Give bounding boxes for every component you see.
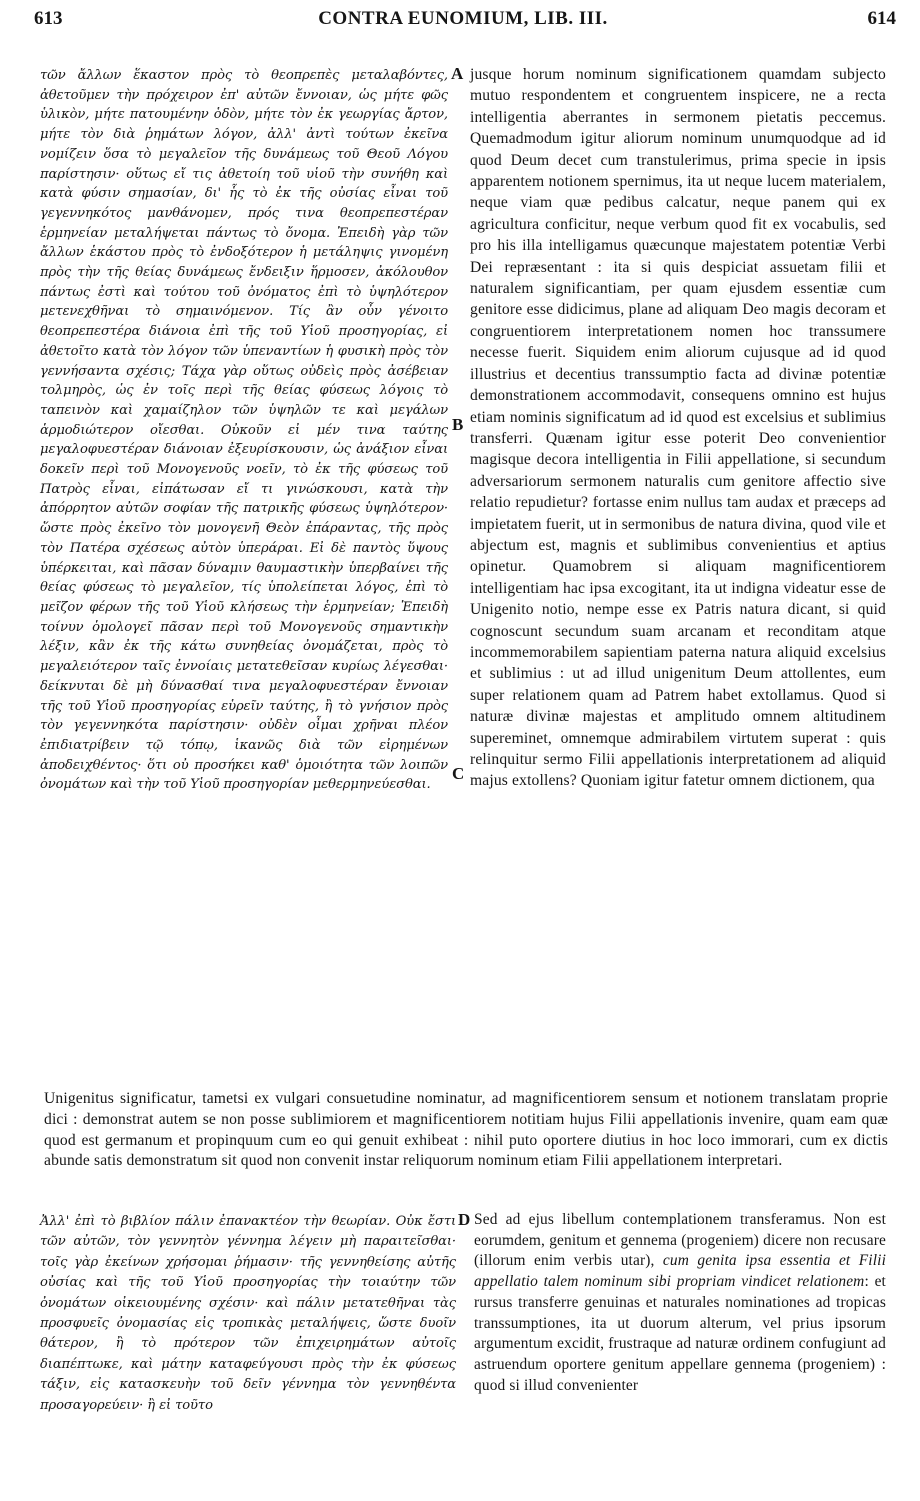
margin-letter-d: D <box>458 1210 471 1229</box>
greek-column-upper: τῶν ἄλλων ἕκαστον πρὸς τὸ θεοπρεπὲς μεταλαβόντες, ἀθετοῦμεν τὴν πρόχειρον ἐπ' αὐτῶν ἔννοιαν, ὡς μήτε φῶς ὑλικὸν, μήτε πατουμένην ὁδὸν, μήτε τὸν ἐκ γεωργίας ἄρτον, μήτε τὸν διὰ ῥημάτων λόγον, ἀλλ' ἀντὶ τούτων ἐκεῖνα νομίζειν ὅσα τὸ μεγαλεῖον τῆς δυνάμεως τοῦ Θεοῦ Λόγου παρίστησιν· οὕτως εἴ τις ἀθετοίη τοῦ υἱοῦ τὴν συνήθη καὶ κατὰ φύσιν σημασίαν, δι' ἧς τὸ ἐκ τῆς οὐσίας εἶναι τοῦ γεγεννηκότος μανθάνομεν, πρός τινα θεοπρεπεστέραν ἑρμηνείαν μεταλήψεται πάντως τὸ ὄνομα. Ἐπειδὴ γὰρ τῶν ἄλλων ἑκάστου πρὸς τὸ ἐνδοξότερον ἡ μετάληψις γινομένη πρὸς τὴν τῆς θείας δυνάμεως ἔνδειξιν ἥρμοσεν, ἀκόλουθον πάντως ἐστὶ καὶ τούτου τοῦ ὀνόματος ἐπὶ τὸ ὑψηλότερον μετενεχθῆναι τὸ σημαινόμενον. Τίς ἂν οὖν γένοιτο θεοπρεπεστέρα διάνοια ἐπὶ τῆς τοῦ Υἱοῦ προσηγορίας, εἰ ἀθετοῖτο κατὰ τὸν λόγον τῶν ὑπεναντίων ἡ φυσικὴ πρὸς τὸν γεννήσαντα σχέσις; Τάχα γὰρ οὕτως οὐδεὶς πρὸς ἀσέβειαν τολμηρὸς, ὡς ἐν τοῖς περὶ τῆς θείας φύσεως λόγοις τὸ ταπεινὸν καὶ χαμαίζηλον τῶν ὑψηλῶν τε καὶ μεγάλων ἁρμοδιώτερον οἴεσθαι. Οὐκοῦν εἰ μέν τινα ταύτης μεγαλοφυεστέραν διάνοιαν ἐξευρίσκουσιν, ὡς ἀνάξιον εἶναι δοκεῖν περὶ τοῦ Μονογενοῦς νοεῖν, τὸ ἐκ τῆς φύσεως τοῦ Πατρὸς εἶναι, εἰπάτωσαν εἴ τι γινώσκουσι, κατὰ τὴν ἀπόρρητον αὐτῶν σοφίαν τῆς πατρικῆς φύσεως ὑψηλότερον· ὥστε πρὸς ἐκεῖνο τὸν μονογενῆ Θεὸν ἐπάραντας, τῆς πρὸς τὸν Πατέρα σχέσεως αὐτὸν ὑπεράραι. Εἰ δὲ παντὸς ὕψους ὑπέρκειται, καὶ πᾶσαν δύναμιν θαυμαστικὴν ὑπερβαίνει τῆς θείας φύσεως τὸ μεγαλεῖον, τίς ὑπολείπεται λόγος, ἐπὶ τὸ μεῖζον φέρων τῆς τοῦ Υἱοῦ κλήσεως τὴν ἑρμηνείαν; Ἐπειδὴ τοίνυν ὁμολογεῖ πᾶσαν περὶ τοῦ Μονογενοῦς σημαντικὴν λέξιν, κἂν ἐκ τῆς κάτω συνηθείας ὀνομάζεται, πρὸς τὸ μεγαλειότερον ταῖς ἐννοίαις μετατεθεῖσαν κυρίως λέγεσθαι· δείκνυται δὲ μὴ δύνασθαί τινα μεγαλοφυεστέραν ἔννοιαν τῆς τοῦ Υἱοῦ προσηγορίας εὑρεῖν ταύτης, ἢ τὸ γνήσιον πρὸς τὸν γεγεννηκότα παρίστησιν· οὐδὲν οἶμαι χρῆναι πλέον ἐπιδιατρίβειν τῷ τόπῳ, ἱκανῶς διὰ τῶν εἰρημένων ἀποδειχθέντος· ὅτι οὐ προσήκει καθ' ὁμοιότητα τῶν λοιπῶν ὀνομάτων καὶ τὴν τοῦ Υἱοῦ προσηγορίαν μεθερμηνεύεσθαι. <box>40 68 448 793</box>
latin-full-width-paragraph: Unigenitus significatur, tametsi ex vulgari consuetudine nominatur, ad magnificentiorem sensum et notionem translatam proprie dici : demonstrat autem se non posse sublimiorem et magnificentiorem notitiam hujus Filii appellationis invenire, quam eam quæ quod est germanum et propinquum cum eo qui genuit exhibeat : nihil puto oportere diutius in hoc loco immorari, cum ex dictis abunde satis demonstratum sit quod non convenit instar reliquorum nominum etiam Filii appellationem interpretari. <box>44 1090 888 1170</box>
greek-column-lower <box>40 1212 456 1416</box>
latin-lower-text-a: Sed ad ejus libellum contemplationem transferamus. Non est eorumdem, genitum et gennema (progeniem) dicere non recusare (illorum enim verbis utar), <box>474 1211 886 1270</box>
margin-letter-c: C <box>452 764 465 783</box>
page-number-right: 614 <box>867 8 896 29</box>
latin-lower-quotation: cum genita ipsa essentia et Filii appellatio talem nominum sibi propriam vindicet relationem <box>474 1252 886 1291</box>
greek-lower-text-a: Ἀλλ' ἐπὶ τὸ βιβλίον πάλιν ἐπανακτέον τὴν θεωρίαν. Οὐκ ἔστι τῶν αὐτῶν, τὸν γεννητὸν γέννημα λέγειν μὴ παραιτεῖσθαι· τοῖς γὰρ ἐκείνων χρήσομαι ῥήμασιν· <box>40 1214 456 1270</box>
latin-lower-text-b: : et rursus transferre genuinas et naturales nominationes ad tropicas transsumptiones, ita ut duorum alterum, vel prius ipsorum argumentum excidit, frustraque ad naturæ ordinem confugiunt ad astruendum oportere genitum appellare gennema (progeniem) : quod si illud convenienter <box>474 1273 886 1394</box>
greek-lower-text-b: καὶ πάλιν μετατεθῆναι τὰς προσφυεῖς ὀνομασίας εἰς τροπικὰς μεταλήψεις, ὥστε δυοῖν θάτερον, ἢ τὸ πρότερον τῶν ἐπιχειρημάτων αὐτοῖς διαπέπτωκε, καὶ μάτην καταφεύγουσι πρὸς τὴν ἐκ φύσεως τάξιν, εἰς κατασκευὴν τοῦ δεῖν γέννημα τὸν γεννηθέντα προσαγορεύειν· ἢ εἰ τοῦτο <box>40 1295 456 1413</box>
running-title: CONTRA EUNOMIUM, LIB. III. <box>318 8 608 29</box>
margin-letter-a: A <box>451 64 464 83</box>
page-number-left: 613 <box>34 8 63 29</box>
running-header <box>28 6 898 36</box>
latin-column-lower <box>474 1210 886 1396</box>
latin-column-upper: jusque horum nominum significationem quamdam subjecto mutuo respondentem et congruentem inspicere, ne a recta intelligentia aberrantes in sermonem pietatis peccemus. Quemadmodum igitur aliorum nominum unumquodque ad id quod Deum decet cum transtulerimus, prima specie in ipsis apparentem notionem spernimus, ita ut neque lucem materialem, neque viam quæ pedibus calcatur, neque panem qui ex agricultura conficitur, neque verbum quod fit ex vocabulis, sed pro his illa intelligamus quæcunque majestatem potentiæ Verbi Dei repræsentant : ita si quis despiciat assuetam filii et naturalem significantiam, per quam ejusdem essentiæ cum genitore esse didicimus, plane ad aliquam Deo magis decoram et congruentiorem interpretationem nomen hoc transsumere necesse fuerit. Siquidem enim aliorum cujusque ad id quod illustrius et decentius transsumptio facta ad divinæ potentiæ demonstrationem accommodavit, consequens omnino est hujus etiam nominis significatum ad id quod est excelsius et sublimius transferri. Quænam igitur esse poterit Deo convenientior magisque decora intelligentia in Filii appellatione, si secundum adversariorum sermonem naturalis cum genitore affectio sive relatio repudietur? fortasse enim nullus tam audax et præceps ad impietatem fuerit, ut in sermonibus de natura divina, quod vile et abjectum est, magnis et sublimibus convenientius et aptius opinetur. Quamobrem si aliquam magnificentiorem intelligentiam hac ipsa excogitant, ita ut indigna videatur esse de Unigenito notio, nempe esse ex Patris natura dicant, si quid cognoscunt secundum suam arcanam et reconditam atque incommemorabilem sapientiam paterna natura aliquid excelsius et sublimius : ut ad illud unigenitum Deum attollentes, eum super relationem quam ad Patrem habet extollamus. Quod si naturæ divinæ majestas et amplitudo omnem altitudinem supereminet, omnemque admirabilem virtutem superat : quis relinquitur sermo Filii appellationis interpretationem ad aliquid majus extollens? Quoniam igitur fatetur omnem dictionem, qua <box>470 66 886 790</box>
greek-lower-quotation: τῆς γεννηθείσης αὐτῆς οὐσίας καὶ τῆς τοῦ Υἱοῦ προσηγορίας τὴν τοιαύτην τῶν ὀνομάτων οἰκειουμένης σχέσιν· <box>40 1254 456 1311</box>
margin-letter-b: B <box>452 415 464 434</box>
